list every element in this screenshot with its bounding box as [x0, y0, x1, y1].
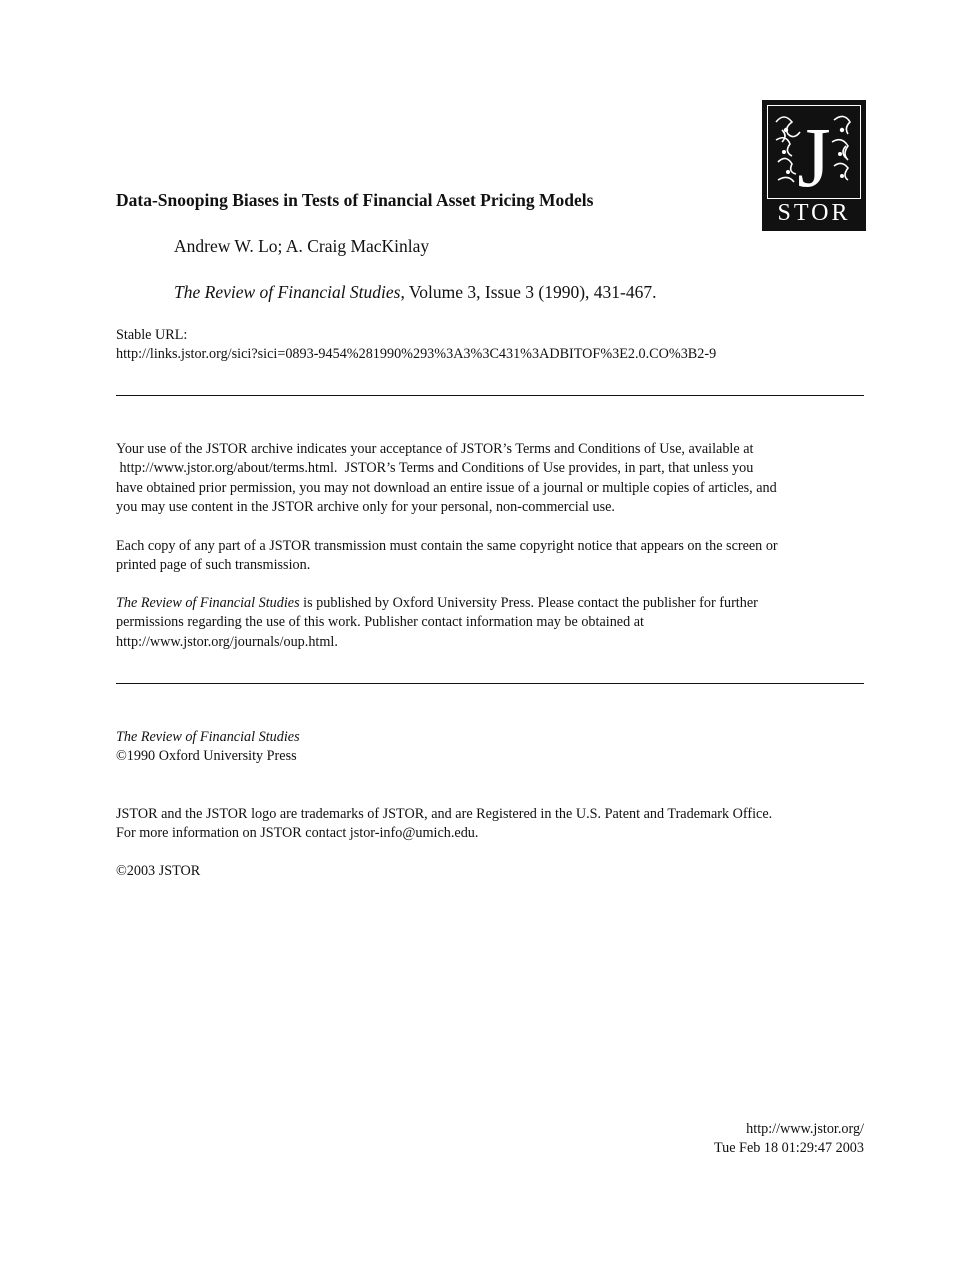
- terms-line: Your use of the JSTOR archive indicates your acceptance of JSTOR’s Terms and Conditions of Use, available at: [116, 441, 754, 457]
- terms-line: you may use content in the JSTOR archive only for your personal, non-commercial use.: [116, 499, 615, 516]
- stable-url-block: [116, 326, 716, 364]
- logo-letter: J: [797, 109, 831, 204]
- jstor-logo: [762, 100, 866, 231]
- article-authors: Andrew W. Lo; A. Craig MacKinlay: [174, 236, 430, 256]
- terms-line: have obtained prior permission, you may not download an entire issue of a journal or multiple copies of articles, and: [116, 479, 777, 496]
- page-footer: [714, 1120, 864, 1159]
- divider-top: [116, 395, 864, 396]
- copy-notice-line: Each copy of any part of a JSTOR transmission must contain the same copyright notice that appears on the screen or: [116, 538, 778, 554]
- trademark-line: JSTOR and the JSTOR logo are trademarks of JSTOR, and are Registered in the U.S. Patent and Trademark Office.: [116, 806, 773, 822]
- publisher-line-1: [116, 594, 868, 613]
- copy-notice-paragraph: [116, 537, 868, 576]
- publisher-line-3[interactable]: http://www.jstor.org/journals/oup.html.: [116, 633, 338, 650]
- stable-url-label: Stable URL:: [116, 327, 188, 343]
- footer-url[interactable]: http://www.jstor.org/: [746, 1121, 864, 1137]
- logo-word: STOR: [777, 200, 851, 226]
- terms-paragraph: [116, 440, 868, 518]
- terms-line: http://www.jstor.org/about/terms.html. JSTOR’s Terms and Conditions of Use provides, in part, that unless you: [116, 460, 754, 477]
- publisher-journal: The Review of Financial Studies: [116, 595, 300, 611]
- divider-bottom: [116, 683, 864, 684]
- article-title: Data-Snooping Biases in Tests of Financial Asset Pricing Models: [116, 190, 594, 210]
- citation-journal: The Review of Financial Studies: [174, 282, 401, 302]
- stable-url-link[interactable]: http://links.jstor.org/sici?sici=0893-9454%281990%293%3A3%3C431%3ADBITOF%3E2.0.CO%3B2-9: [116, 346, 717, 362]
- copyright-journal: The Review of Financial Studies: [116, 729, 300, 745]
- jstor-copyright-text: ©2003 JSTOR: [116, 863, 201, 879]
- trademark-line: For more information on JSTOR contact jstor-info@umich.edu.: [116, 825, 479, 842]
- publisher-line-2: permissions regarding the use of this work. Publisher contact information may be obtained at: [116, 614, 644, 631]
- trademark-paragraph: [116, 805, 868, 844]
- citation-details: , Volume 3, Issue 3 (1990), 431-467.: [400, 282, 657, 302]
- footer-timestamp: Tue Feb 18 01:29:47 2003: [713, 1140, 864, 1157]
- copy-notice-line: printed page of such transmission.: [116, 557, 311, 574]
- logo-ornament-icon: [762, 100, 866, 204]
- copyright-block: [116, 728, 868, 767]
- copyright-publisher: ©1990 Oxford University Press: [116, 748, 297, 765]
- jstor-copyright: [116, 862, 868, 881]
- article-citation: [174, 282, 657, 303]
- publisher-line-1-rest: is published by Oxford University Press. Please contact the publisher for further: [299, 595, 758, 611]
- publisher-paragraph: [116, 594, 868, 652]
